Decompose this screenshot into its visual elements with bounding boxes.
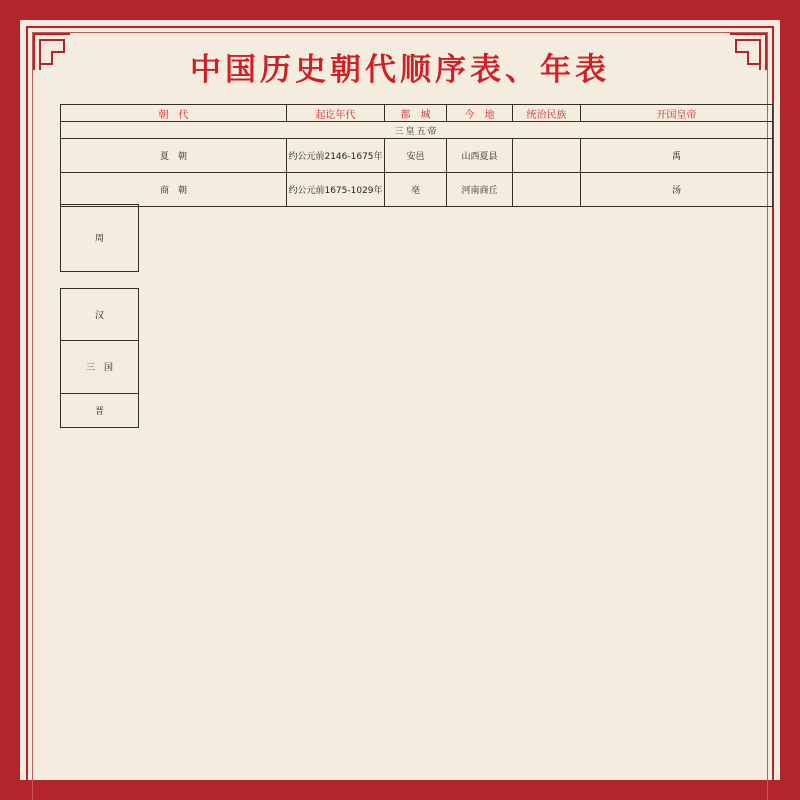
banner-sanhuang: 三皇五帝 (60, 121, 773, 139)
header-cell-0: 朝 代 (60, 104, 287, 122)
header-cell-4: 统治民族 (512, 104, 581, 122)
group-cell-1: 汉 (60, 288, 139, 341)
header-cell-3: 今 地 (446, 104, 513, 122)
dynasty-table (60, 104, 772, 800)
header-cell-1: 起讫年代 (286, 104, 385, 122)
row-top-1-capital: 亳 (384, 172, 447, 207)
row-top-0-years: 约公元前2146-1675年 (286, 138, 385, 173)
row-top-0-place: 山西夏县 (446, 138, 513, 173)
group-cell-2: 三 国 (60, 340, 139, 393)
group-cell-3: 晋 (60, 393, 139, 429)
page-title: 中国历史朝代顺序表、年表 (190, 52, 610, 88)
row-top-1-ethnic (512, 172, 581, 207)
header-cell-5: 开国皇帝 (580, 104, 773, 122)
header-cell-2: 都 城 (384, 104, 447, 122)
row-top-1-founder: 汤 (580, 172, 773, 207)
group-cell-0: 周 (60, 204, 139, 272)
row-top-0-capital: 安邑 (384, 138, 447, 173)
row-top-0-name: 夏 朝 (60, 138, 287, 173)
row-top-1-place: 河南商丘 (446, 172, 513, 207)
row-top-0-founder: 禹 (580, 138, 773, 173)
row-top-0-ethnic (512, 138, 581, 173)
row-top-1-years: 约公元前1675-1029年 (286, 172, 385, 207)
row-top-1-name: 商 朝 (60, 172, 287, 207)
